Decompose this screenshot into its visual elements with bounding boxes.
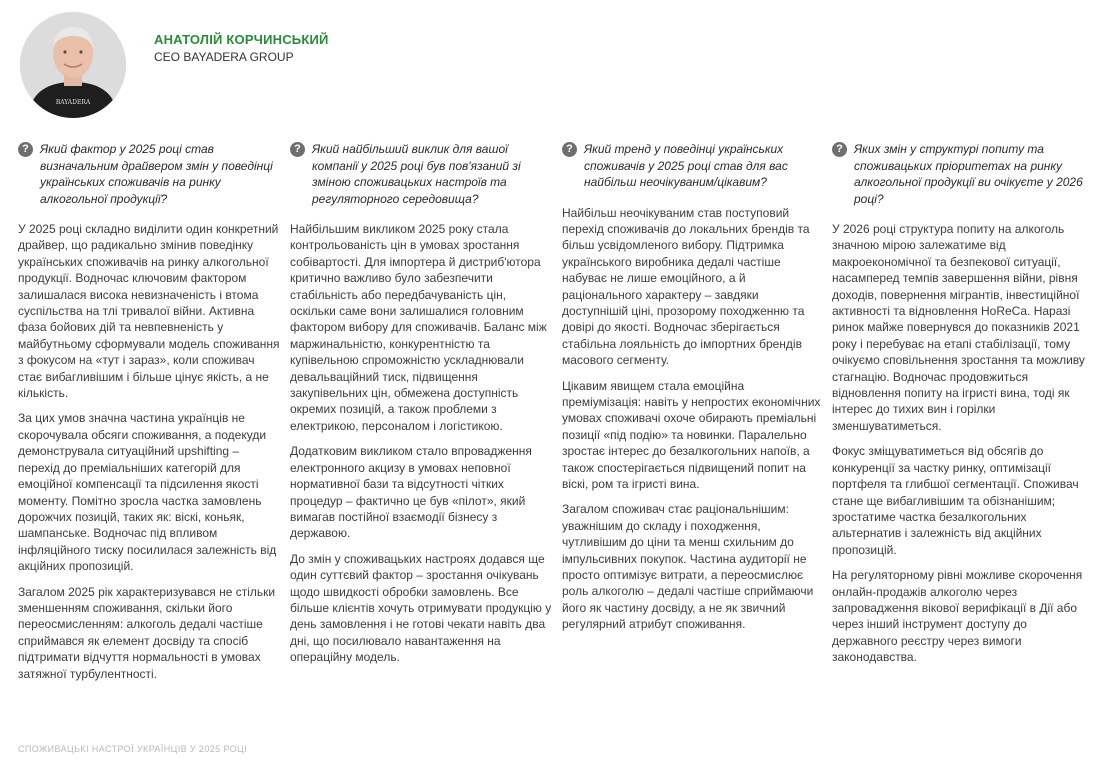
answer-paragraph: Загалом 2025 рік характеризувався не стільки зменшенням споживання, скільки його переосмисленням: алкоголь дедалі частіше сприймався як елемент досвіду та спосіб підтримати відчуття нормальності в умовах затяжної турбулентності.	[18, 584, 276, 681]
interview-column-2	[290, 141, 552, 675]
question	[18, 141, 280, 207]
shirt-logo: BAYADERA	[55, 99, 91, 106]
answer-paragraph: Фокус зміщуватиметься від обсягів до конкуренції за частку ринку, оптимізації портфеля та глибшої сегментації. Споживач стане ще вибагливішим та обізнанішим; зростатиме частка безалкогольних альтернатив і залежність від акційних пропозицій.	[832, 444, 1079, 557]
answer-paragraph: У 2025 році складно виділити один конкретний драйвер, що радикально змінив поведінку українських споживачів на ринку алкогольної продукції. Водночас ключовим фактором залишалася висока невизначеність і втома суспільства на тлі тривалої війни. Активна фаза бойових дій та невпевненість у майбутньому сформували модель споживання з фокусом на «тут і зараз», коли споживач стає вибагливішим і більше цінує якість, а не кількість.	[18, 222, 280, 401]
answer-paragraph: До змін у споживацьких настроях додався ще один суттєвий фактор – зростання очікувань щодо швидкості обробки замовлень. Все більше клієнтів хочуть отримувати продукцію у день замовлення і не готові чекати навіть два дні, що посилювало навантаження на операційну модель.	[290, 551, 552, 665]
question-mark-icon: ?	[18, 142, 33, 157]
question-text: Яких змін у структурі попиту та споживацьких пріоритетах на ринку алкогольної продукції ви очікуєте у 2026 році?	[854, 142, 1083, 206]
answer-paragraph: Найбільшим викликом 2025 року стала контрольованість цін в умовах зростання собівартості. Для імпортера й дистриб'ютора критично важливо було забезпечити стабільність або передбачуваність цін, оскільки саме вони залишалися головним фактором вибору для споживачів. Баланс між маржинальністю, конкурентністю та купівельною спроможністю ускладнювали девальваційний тиск, підвищення закупівельних цін, обмежена доступність окремих позицій, а також проблеми з електрикою, персоналом і логістикою.	[290, 222, 547, 433]
interview-column-1	[18, 141, 280, 691]
portrait-illustration	[20, 12, 126, 118]
question	[832, 141, 1094, 207]
answer-paragraph: Найбільш неочікуваним став поступовий перехід споживачів до локальних брендів та більш усвідомленого вибору. Підтримка українського виробника дедалі частіше набуває не лише емоційного, а й раціонального характеру – завдяки доступнішій ціні, прозорому походженню та довірі до якості. Водночас зберігається стабільна лояльність до імпортних брендів масового сегменту.	[562, 205, 810, 368]
answer	[290, 221, 552, 666]
answer-paragraph: На регуляторному рівні можливе скорочення онлайн-продажів алкоголю через запровадження вікової верифікації в Дії або через інший інструмент доступу до державного реєстру через вимоги законодавства.	[832, 568, 1083, 665]
answer	[18, 221, 280, 682]
interviewee-header	[18, 12, 618, 122]
question-mark-icon: ?	[832, 142, 847, 157]
answer	[562, 205, 824, 633]
answer-paragraph: У 2026 році структура попиту на алкоголь значною мірою залежатиме від макроекономічної та безпекової ситуації, насамперед темпів завершення війни, рівня доходів, повернення мігрантів, інвестиційної активності та відновлення HoReCa. Наразі ринок майже повернувся до показників 2021 року і перебуває на етапі стабілізації, тому очікуємо сповільнення зростання та можливу стагнацію. Водночас продовжиться відновлення попиту на ігристі вина, тоді як інтерес до тихих вин і горілки зменшуватиметься.	[832, 222, 1085, 433]
interview-column-4	[832, 141, 1094, 675]
question-text: Який фактор у 2025 році став визначальним драйвером змін у поведінці українських споживачів на ринку алкогольної продукції?	[40, 142, 273, 206]
answer-paragraph: Цікавим явищем стала емоційна преміумізація: навіть у непростих економічних умовах споживачі охоче обирають преміальні позиції «під подію» та новинки. Паралельно зростає інтерес до безалкогольних напоїв, а також спостерігається підвищений попит на віскі, ром та ігристі вина.	[562, 378, 821, 491]
question-mark-icon: ?	[562, 142, 577, 157]
question	[290, 141, 552, 207]
answer	[832, 221, 1094, 666]
interviewee-name: АНАТОЛІЙ КОРЧИНСЬКИЙ	[154, 32, 329, 47]
answer-paragraph: Загалом споживач стає раціональнішим: уважнішим до складу і походження, чутливішим до ціни та менш схильним до імпульсивних покупок. Частина аудиторії не просто оптимізує витрати, а переосмислює роль алкоголю – дедалі частіше сприймаючи його як частину досвіду, а не як звичний регулярний атрибут споживання.	[562, 502, 814, 632]
answer-paragraph: Додатковим викликом стало впровадження електронного акцизу в умовах неповної нормативної бази та відсутності чітких процедур – фактично це був «пілот», який вимагав постійної взаємодії бізнесу з державою.	[290, 444, 532, 541]
question	[562, 141, 824, 191]
question-text: Який тренд у поведінці українських споживачів у 2025 році став для вас найбільш неочікуваним/цікавим?	[584, 142, 788, 189]
portrait-photo	[20, 12, 126, 118]
interview-column-3	[562, 141, 824, 642]
answer-paragraph: За цих умов значна частина українців не скорочувала обсяги споживання, а подекуди демонструвала ситуаційний upshifting – перехід до преміальніших категорій для емоційної компенсації та підсилення якості моменту. Помітно зросла частка замовлень дорожчих позицій, таких як: віскі, коньяк, шампанське. Водночас під впливом інфляційного тиску посилилася залежність від акційних пропозицій.	[18, 411, 277, 574]
interviewee-role: CEO BAYADERA GROUP	[154, 50, 294, 64]
question-mark-icon: ?	[290, 142, 305, 157]
interview-columns	[18, 141, 1108, 731]
question-text: Який найбільший виклик для вашої компанії у 2025 році був пов'язаний зі зміною споживацьких настроїв та регуляторного середовища?	[312, 142, 521, 206]
page-footer: СПОЖИВАЦЬКІ НАСТРОЇ УКРАЇНЦІВ У 2025 РОЦІ	[18, 744, 248, 754]
